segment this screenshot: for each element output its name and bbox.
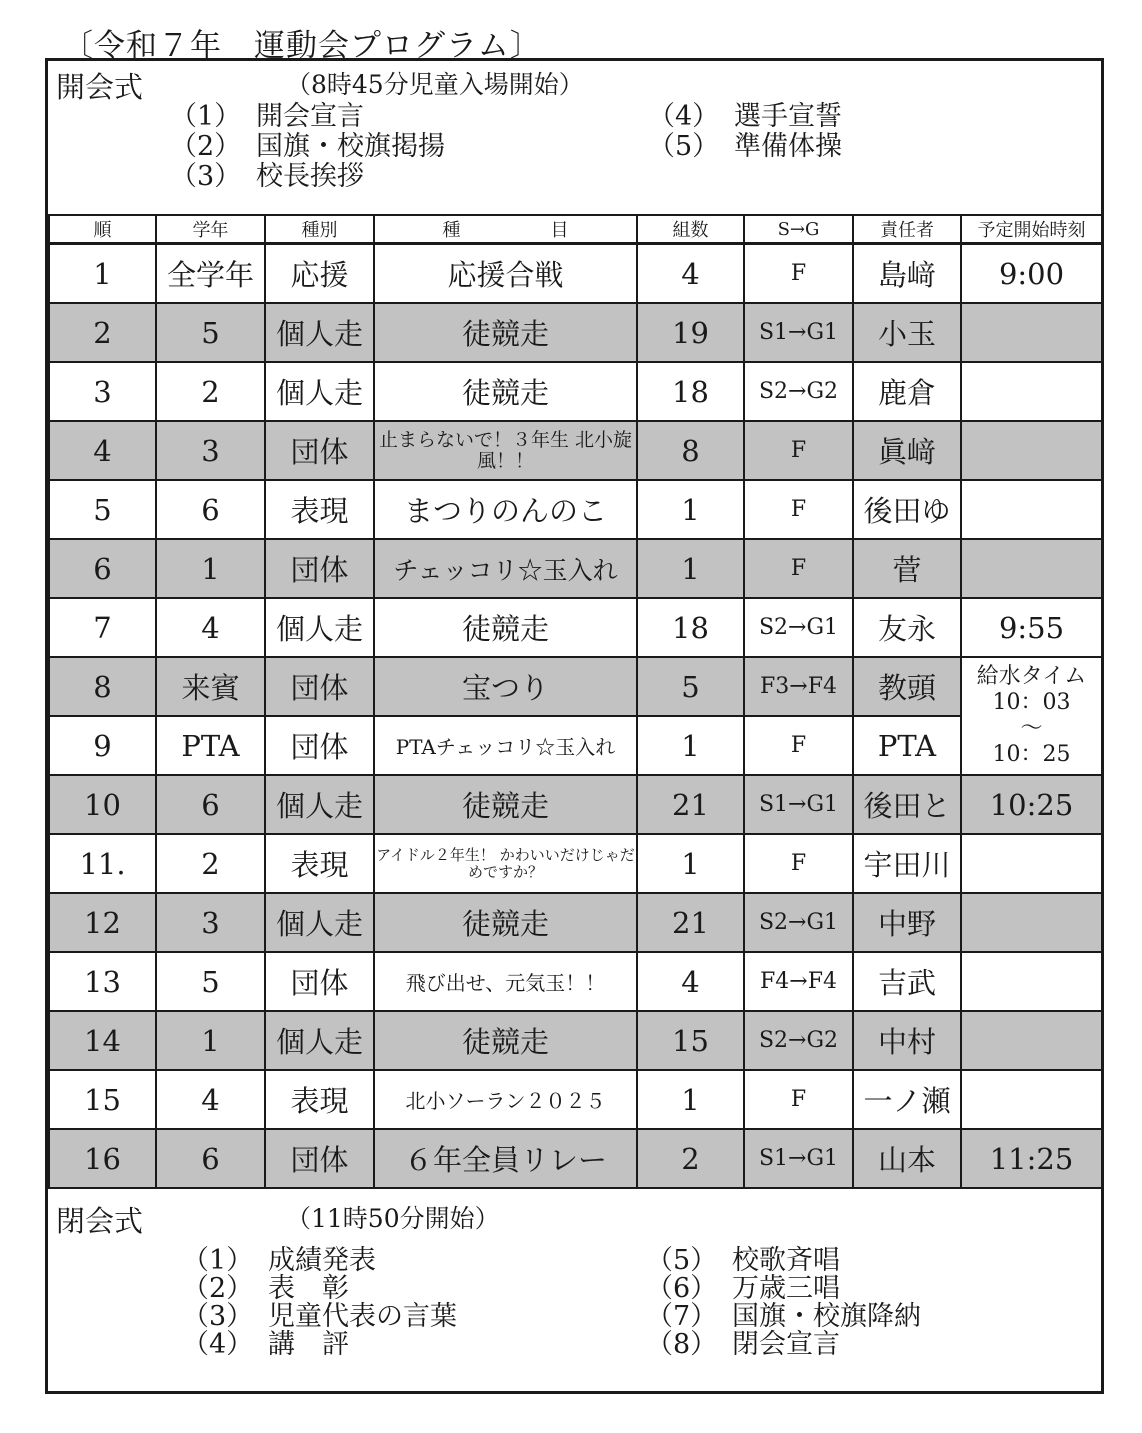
opening-note: （8時45分児童入場開始）: [286, 70, 584, 99]
cell-grade: 3: [156, 893, 265, 952]
water-break-tilde: ～: [1020, 716, 1043, 741]
table-row: [49, 598, 1102, 657]
cell-order: 10: [49, 775, 156, 834]
water-break-label: 給水タイム: [976, 664, 1087, 689]
cell-start-goal: F: [744, 1070, 853, 1129]
cell-owner: 吉武: [853, 952, 961, 1011]
cell-type: 表現: [265, 834, 374, 893]
header-event: 種 目: [374, 215, 637, 244]
cell-type: 団体: [265, 539, 374, 598]
opening-ceremony-section: [48, 61, 1101, 211]
cell-start-goal: S1→G1: [744, 775, 853, 834]
cell-start-time: [961, 539, 1102, 598]
cell-type: 団体: [265, 716, 374, 775]
cell-grade: 4: [156, 1070, 265, 1129]
closing-heading: 閉会式: [56, 1204, 144, 1238]
cell-groups: 18: [637, 362, 744, 421]
cell-start-goal: F: [744, 716, 853, 775]
table-row: [49, 1129, 1102, 1188]
cell-start-time: 11:25: [961, 1129, 1102, 1188]
cell-grade: 5: [156, 952, 265, 1011]
cell-grade: 5: [156, 303, 265, 362]
cell-grade: 全学年: [156, 244, 265, 304]
table-row: [49, 893, 1102, 952]
closing-item: （5） 校歌斉唱: [646, 1245, 840, 1276]
cell-groups: 1: [637, 716, 744, 775]
cell-order: 9: [49, 716, 156, 775]
table-header-row: [49, 215, 1102, 244]
cell-order: 6: [49, 539, 156, 598]
cell-type: 団体: [265, 952, 374, 1011]
cell-groups: 1: [637, 834, 744, 893]
cell-event: 宝つり: [374, 657, 637, 716]
table-row: [49, 303, 1102, 362]
cell-type: 団体: [265, 657, 374, 716]
cell-start-time: [961, 480, 1102, 539]
cell-event: 徒競走: [374, 303, 637, 362]
cell-order: 3: [49, 362, 156, 421]
closing-item: （7） 国旗・校旗降納: [646, 1301, 921, 1332]
header-grade: 学年: [156, 215, 265, 244]
cell-grade: 6: [156, 480, 265, 539]
cell-groups: 21: [637, 775, 744, 834]
cell-type: 個人走: [265, 362, 374, 421]
cell-owner: 小玉: [853, 303, 961, 362]
cell-owner: 中野: [853, 893, 961, 952]
cell-type: 個人走: [265, 598, 374, 657]
cell-grade: 来賓: [156, 657, 265, 716]
cell-groups: 18: [637, 598, 744, 657]
closing-item: （1） 成績発表: [182, 1245, 376, 1276]
cell-start-time: [961, 303, 1102, 362]
table-row: [49, 421, 1102, 480]
cell-groups: 5: [637, 657, 744, 716]
table-row: [49, 1070, 1102, 1129]
cell-start-goal: F: [744, 480, 853, 539]
cell-start-time: [961, 421, 1102, 480]
cell-order: 15: [49, 1070, 156, 1129]
cell-start-goal: S2→G1: [744, 598, 853, 657]
cell-order: 1: [49, 244, 156, 304]
closing-item: （3） 児童代表の言葉: [182, 1301, 457, 1332]
closing-item: （6） 万歳三唱: [646, 1273, 840, 1304]
cell-grade: PTA: [156, 716, 265, 775]
cell-groups: 1: [637, 539, 744, 598]
table-row: [49, 834, 1102, 893]
table-row: [49, 657, 1102, 716]
cell-type: 個人走: [265, 303, 374, 362]
table-row: [49, 480, 1102, 539]
opening-item: （5） 準備体操: [648, 131, 842, 162]
cell-order: 16: [49, 1129, 156, 1188]
cell-start-time: [961, 952, 1102, 1011]
cell-start-time: [961, 893, 1102, 952]
cell-event: ６年全員リレー: [374, 1129, 637, 1188]
cell-start-goal: S1→G1: [744, 303, 853, 362]
cell-event: 徒競走: [374, 598, 637, 657]
cell-start-time: 9:55: [961, 598, 1102, 657]
cell-groups: 8: [637, 421, 744, 480]
document-title: 〔令和７年 運動会プログラム〕: [62, 28, 542, 64]
cell-start-time: 10:25: [961, 775, 1102, 834]
closing-item: （8） 閉会宣言: [646, 1329, 840, 1360]
cell-start-goal: S2→G2: [744, 362, 853, 421]
cell-event: まつりのんのこ: [374, 480, 637, 539]
cell-owner: 中村: [853, 1011, 961, 1070]
cell-start-goal: F: [744, 421, 853, 480]
cell-groups: 15: [637, 1011, 744, 1070]
cell-start-goal: F4→F4: [744, 952, 853, 1011]
cell-event: PTAチェッコリ☆玉入れ: [374, 716, 637, 775]
closing-item: （2） 表 彰: [182, 1273, 349, 1304]
cell-grade: 6: [156, 1129, 265, 1188]
cell-order: 5: [49, 480, 156, 539]
cell-event: 北小ソーラン２０２５: [374, 1070, 637, 1129]
table-row: [49, 716, 1102, 775]
cell-event: チェッコリ☆玉入れ: [374, 539, 637, 598]
cell-grade: 1: [156, 1011, 265, 1070]
cell-groups: 4: [637, 952, 744, 1011]
table-row: [49, 244, 1102, 304]
cell-event: 徒競走: [374, 775, 637, 834]
cell-start-goal: F: [744, 834, 853, 893]
cell-start-time: [961, 834, 1102, 893]
water-break-start: 10：03: [992, 690, 1071, 715]
opening-item: （2） 国旗・校旗掲揚: [170, 131, 445, 162]
cell-start-time: [961, 1070, 1102, 1129]
header-order: 順: [49, 215, 156, 244]
cell-order: 8: [49, 657, 156, 716]
table-row: [49, 775, 1102, 834]
cell-event: 徒競走: [374, 1011, 637, 1070]
header-start-goal: S→G: [744, 215, 853, 244]
cell-owner: 後田と: [853, 775, 961, 834]
cell-owner: 菅: [853, 539, 961, 598]
cell-grade: 2: [156, 362, 265, 421]
cell-start-goal: S2→G2: [744, 1011, 853, 1070]
header-groups: 組数: [637, 215, 744, 244]
cell-grade: 1: [156, 539, 265, 598]
water-break-cell: [961, 657, 1102, 775]
cell-start-time: [961, 362, 1102, 421]
table-row: [49, 362, 1102, 421]
opening-item: （1） 開会宣言: [170, 101, 364, 132]
opening-item: （4） 選手宣誓: [648, 101, 842, 132]
cell-type: 個人走: [265, 893, 374, 952]
cell-order: 14: [49, 1011, 156, 1070]
water-break-end: 10：25: [992, 742, 1071, 767]
cell-event: 徒競走: [374, 362, 637, 421]
header-owner: 責任者: [853, 215, 961, 244]
cell-start-goal: F3→F4: [744, 657, 853, 716]
cell-owner: 鹿倉: [853, 362, 961, 421]
cell-start-goal: S2→G1: [744, 893, 853, 952]
cell-owner: 一ノ瀬: [853, 1070, 961, 1129]
cell-start-goal: S1→G1: [744, 1129, 853, 1188]
cell-event: 応援合戦: [374, 244, 637, 304]
program-table: [48, 214, 1103, 1189]
cell-owner: 後田ゆ: [853, 480, 961, 539]
cell-start-goal: F: [744, 539, 853, 598]
cell-grade: 3: [156, 421, 265, 480]
cell-start-time: [961, 1011, 1102, 1070]
cell-owner: 島﨑: [853, 244, 961, 304]
cell-order: 12: [49, 893, 156, 952]
cell-start-time: 9:00: [961, 244, 1102, 304]
cell-event: 止まらないで！３年生 北小旋風！！: [374, 421, 637, 480]
cell-start-goal: F: [744, 244, 853, 304]
opening-heading: 開会式: [56, 70, 144, 104]
table-row: [49, 952, 1102, 1011]
cell-order: 2: [49, 303, 156, 362]
cell-grade: 4: [156, 598, 265, 657]
cell-owner: 宇田川: [853, 834, 961, 893]
cell-type: 個人走: [265, 775, 374, 834]
cell-order: 4: [49, 421, 156, 480]
cell-owner: 友永: [853, 598, 961, 657]
closing-item: （4） 講 評: [182, 1329, 349, 1360]
cell-groups: 4: [637, 244, 744, 304]
cell-event: アイドル２年生！ かわいいだけじゃだめですか？: [374, 834, 637, 893]
cell-groups: 2: [637, 1129, 744, 1188]
cell-type: 表現: [265, 1070, 374, 1129]
cell-type: 団体: [265, 1129, 374, 1188]
cell-groups: 21: [637, 893, 744, 952]
table-row: [49, 1011, 1102, 1070]
cell-event: 飛び出せ、元気玉！！: [374, 952, 637, 1011]
cell-groups: 1: [637, 1070, 744, 1129]
cell-event: 徒競走: [374, 893, 637, 952]
cell-owner: 山本: [853, 1129, 961, 1188]
cell-grade: 2: [156, 834, 265, 893]
program-frame: [45, 58, 1104, 1394]
table-row: [49, 539, 1102, 598]
opening-item: （3） 校長挨拶: [170, 161, 364, 192]
cell-groups: 1: [637, 480, 744, 539]
closing-ceremony-section: [48, 1195, 1101, 1391]
header-type: 種別: [265, 215, 374, 244]
cell-grade: 6: [156, 775, 265, 834]
cell-owner: 眞﨑: [853, 421, 961, 480]
cell-order: 7: [49, 598, 156, 657]
cell-type: 表現: [265, 480, 374, 539]
header-start-time: 予定開始時刻: [961, 215, 1102, 244]
cell-type: 応援: [265, 244, 374, 304]
closing-note: （11時50分開始）: [286, 1204, 500, 1233]
cell-owner: 教頭: [853, 657, 961, 716]
cell-order: 13: [49, 952, 156, 1011]
cell-type: 団体: [265, 421, 374, 480]
cell-type: 個人走: [265, 1011, 374, 1070]
cell-order: 11.: [49, 834, 156, 893]
cell-groups: 19: [637, 303, 744, 362]
cell-owner: PTA: [853, 716, 961, 775]
